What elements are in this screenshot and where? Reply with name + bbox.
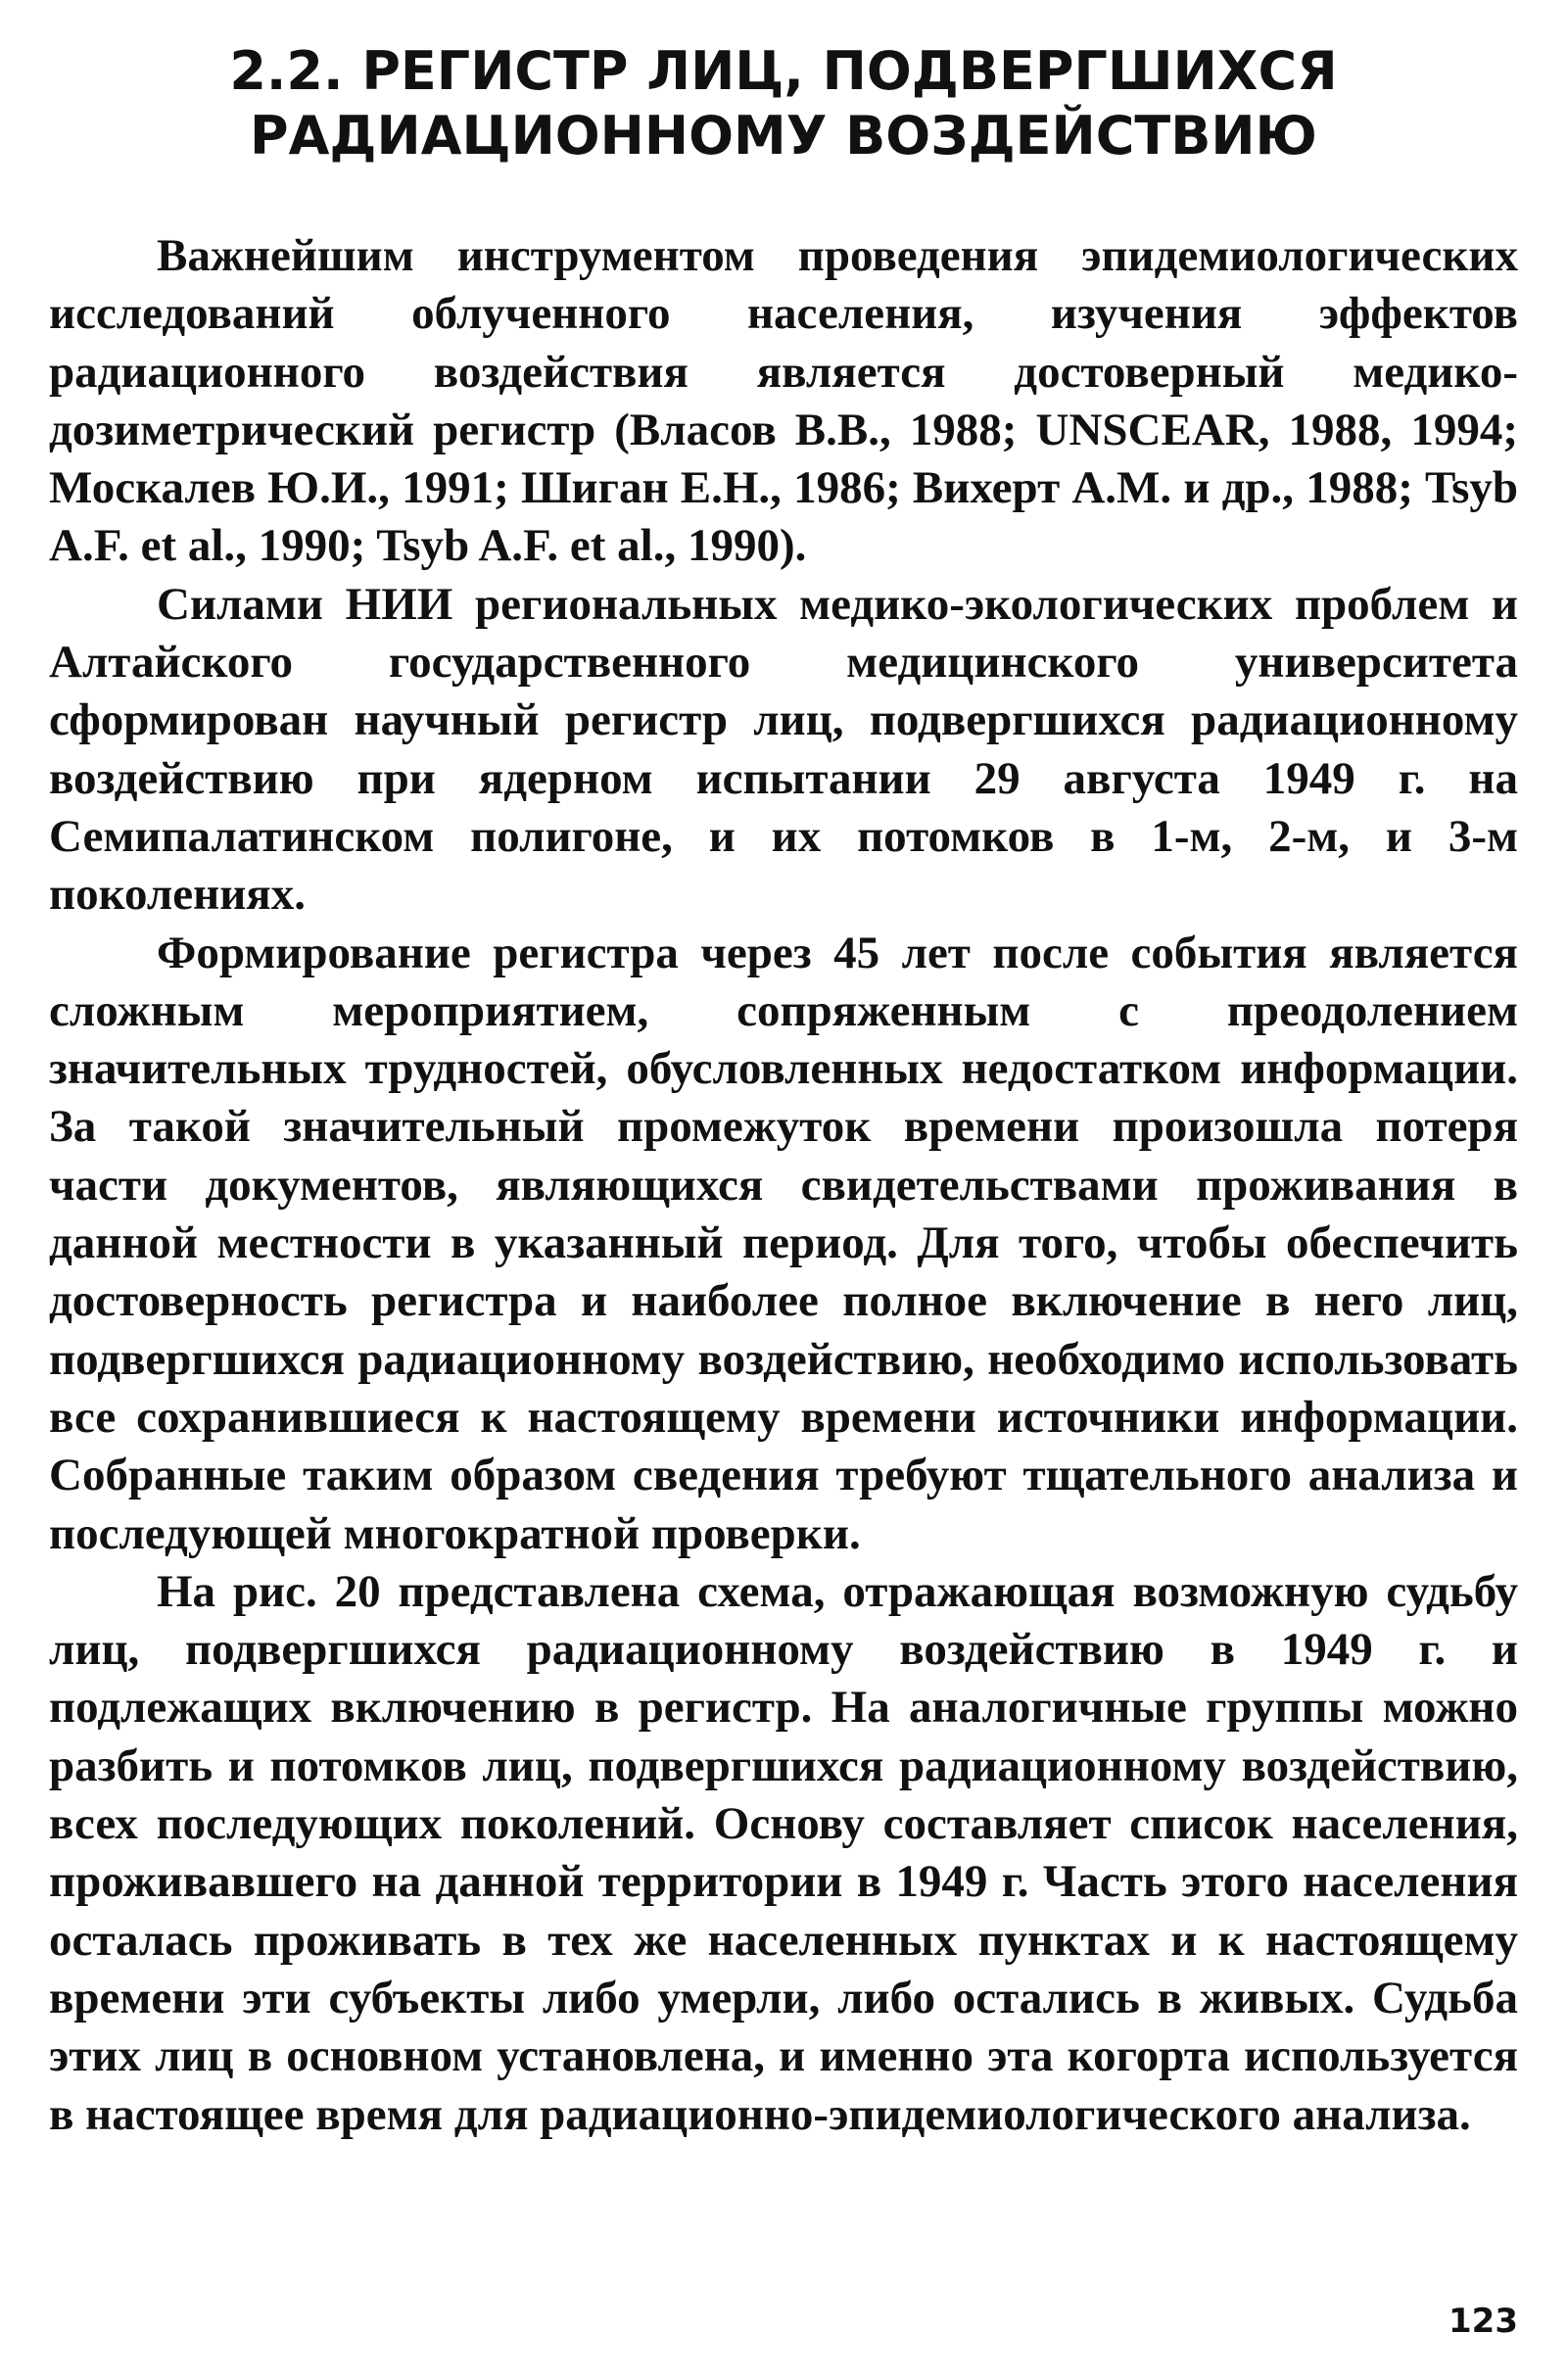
section-heading — [49, 39, 1518, 168]
document-page — [49, 39, 1518, 2341]
paragraph-3: Формирование регистра через 45 лет после события является сложным мероприятием, сопряженным с преодолением значительных трудностей, обусловленных недостатком информации. За такой значительный промежуток времени произошла потеря части документов, являющихся свидетельствами проживания в данной местности в указанный период. Для того, чтобы обеспечить достоверность регистра и наиболее полное включение в него лиц, подвергшихся радиационному воздействию, необходимо использовать все сохранившиеся к настоящему времени источники информации. Собранные таким образом сведения требуют тщательного анализа и последующей многократной проверки. — [49, 927, 1518, 1559]
paragraph-1: Важнейшим инструментом проведения эпидемиологических исследований облученного населения, изучения эффектов радиационного воздействия является достоверный медико-дозиметрический регистр (Власов В.В., 1988; UNSCEAR, 1988, 1994; Москалев Ю.И., 1991; Шиган Е.Н., 1986; Вихерт А.М. и др., 1988; Tsyb A.F. et al., 1990; Tsyb A.F. et al., 1990). — [49, 230, 1518, 572]
paragraph-2: Силами НИИ региональных медико-экологических проблем и Алтайского государственного медицинского университета сформирован научный регистр лиц, подвергшихся радиационному воздействию при ядерном испытании 29 августа 1949 г. на Семипалатинском полигоне, и их потомков в 1-м, 2-м, и 3-м поколениях. — [49, 578, 1518, 921]
section-heading-line-1: 2.2. РЕГИСТР ЛИЦ, ПОДВЕРГШИХСЯ — [229, 40, 1338, 102]
section-heading-line-2: РАДИАЦИОННОМУ ВОЗДЕЙСТВИЮ — [250, 105, 1317, 167]
paragraph-4: На рис. 20 представлена схема, отражающая возможную судьбу лиц, подвергшихся радиационному воздействию в 1949 г. и подлежащих включению в регистр. На аналогичные группы можно разбить и потомков лиц, подвергшихся радиационному воздействию, всех последующих поколений. Основу составляет список населения, проживавшего на данной территории в 1949 г. Часть этого населения осталась проживать в тех же населенных пунктах и к настоящему времени эти субъекты либо умерли, либо остались в живых. Судьба этих лиц в основном установлена, и именно эта когорта используется в настоящее время для радиационно-эпидемиологического анализа. — [49, 1565, 1518, 2140]
body-text — [49, 227, 1518, 2144]
page-number: 123 — [1448, 2302, 1518, 2341]
